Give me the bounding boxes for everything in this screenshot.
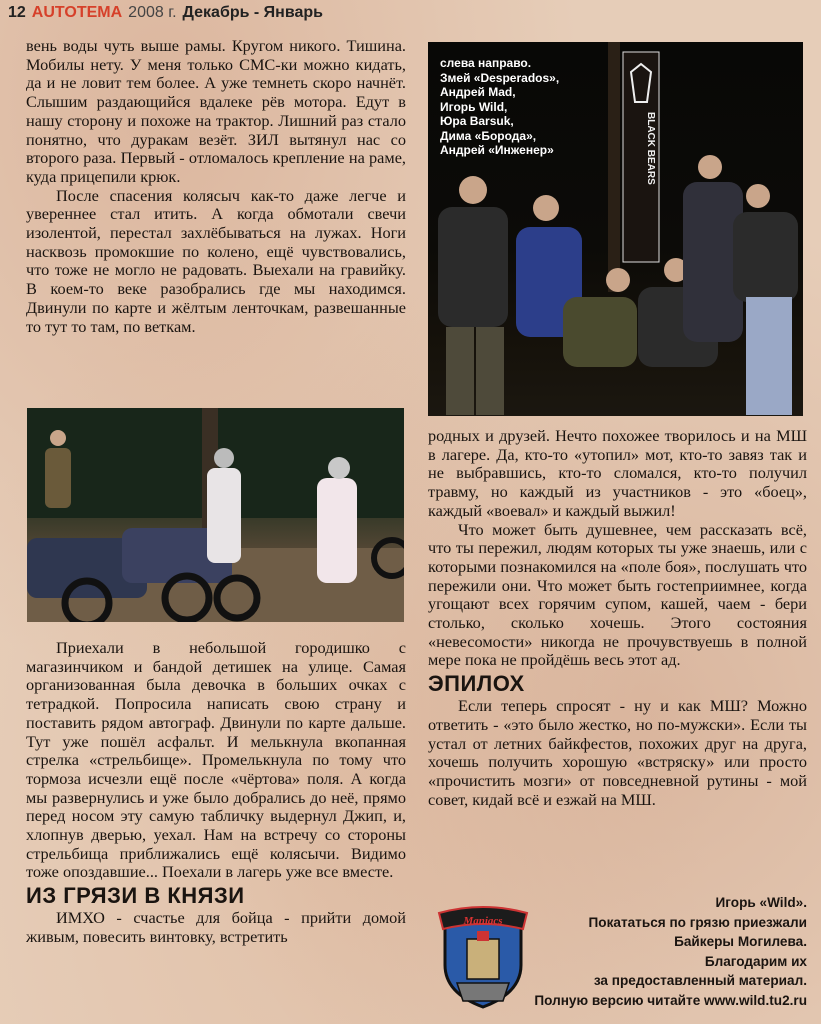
logo-text: Maniacs bbox=[463, 915, 503, 927]
page-number: 12 bbox=[8, 4, 26, 21]
sign-word: BLACK bbox=[645, 112, 656, 147]
caption-line: Юра Barsuk, bbox=[440, 114, 514, 128]
section-heading: ЭПИЛОХ bbox=[428, 671, 525, 697]
photo-caption bbox=[440, 56, 559, 158]
credit-line: за предоставленный материал. bbox=[593, 973, 807, 989]
paragraph: После спасения колясыч как-то даже легче и увереннее стал итить. А когда обмотали свечи изолентой, перестал захлёбываться на лужах. Ноги насквозь промокшие по колено, ещё чувствовались, что тоже не могло не радовать. Выехали на гравийку. В коем-то веке разобрались где мы находимся. Двинули по карте и жёлтым ленточкам, развешанные то тут то там, по веткам. bbox=[26, 185, 406, 336]
caption-line: Андрей «Инженер» bbox=[440, 143, 554, 157]
motorcycles-photo bbox=[27, 408, 404, 622]
caption-line: Андрей Mad, bbox=[440, 85, 516, 99]
sign-text bbox=[632, 112, 656, 185]
issue-year: 2008 г. bbox=[128, 4, 177, 21]
section-heading: ИЗ ГРЯЗИ В КНЯЗИ bbox=[26, 883, 245, 909]
paragraph: вень воды чуть выше рамы. Кругом никого. Тишина. Мобилы нету. У меня только СМС-ки можно кидать, да и не ловит тем более. А уже темнеть скоро начнёт. Слышим раздающийся вдалеке рёв мотора. Едут в нашу сторону и похоже на трактор. Лишний раз стало понятно, что дуракам везёт. ЗИЛ вытянул нас со второго раза. Первый - отломалось крепление на раме, куда прицепили крюк. bbox=[26, 36, 406, 186]
paragraph: ИМХО - счастье для бойца - прийти домой живым, повесить винтовку, встретить bbox=[26, 908, 406, 946]
caption-line: Дима «Борода», bbox=[440, 128, 537, 143]
paragraph: Что может быть душевнее, чем рассказать всё, что ты пережил, людям которых ты уже знаешь, или с которыми познакомился на «поле боя», послушать что пережили они. Что может быть гостеприимнее, когда угощают всех горячим супом, кашей, чаем - бери столько, сколько хочешь. Этого состояния «невесомости» никогда не прочувствуешь в полной мере пока не пройдёшь весь этот ад. bbox=[428, 519, 807, 670]
right-column bbox=[428, 427, 807, 809]
credit-line: Байкеры Могилева. bbox=[674, 934, 807, 950]
credit-line: Игорь «Wild». bbox=[715, 895, 807, 910]
paragraph: Приехали в небольшой городишко с магазинчиком и бандой детишек на улице. Самая организованная была девочка в больших очках с тетрадкой. Попросила написать свою страну и поставить рядом автограф. Двинули по карте дальше. Тут уже пошёл асфальт. И мелькнула вкопанная стрелка «стрельбище». Промелькнула по тому что тормоза исчезли ещё после «чёртова» поля. А когда мы развернулись и уже было добрались до неё, прямо перед носом эту самую табличку выдернул Джип, и, хлопнув дверью, уехал. Нам на встречу со стороны стрельбища приближались ещё колясычи. Видимо тоже опоздавшие... Поехали в лагерь уже все вместе. bbox=[26, 638, 406, 882]
paragraph: родных и друзей. Нечто похожее творилось и на МШ в лагере. Да, кто-то «утопил» мот, кто-то завяз так и не выбравшись, кто-то сломался, кто-то получил травму, но каждый из участников - это «боец», каждый «воевал» и каждый выжил! bbox=[428, 426, 807, 520]
caption-line: слева направо. bbox=[440, 56, 532, 70]
caption-line: Змей «Desperados», bbox=[440, 70, 560, 85]
issue-months: Декабрь - Январь bbox=[182, 4, 323, 21]
left-column-bottom bbox=[26, 639, 406, 947]
paragraph: Если теперь спросят - ну и как МШ? Можно ответить - «это было жестко, но по-мужски». Если ты устал от летних байкфестов, похожих друг на друга, хочешь получить хорошую «встряску» или просто «прочистить мозги» от повседневной рутины - мой совет, кидай всё и езжай на МШ. bbox=[428, 696, 807, 809]
sign-word: BEARS bbox=[645, 149, 656, 185]
caption-line: Игорь Wild, bbox=[440, 99, 508, 114]
credit-line: Благодарим их bbox=[704, 953, 807, 969]
page-header bbox=[8, 4, 323, 28]
left-column-top bbox=[26, 37, 406, 336]
group-photo bbox=[428, 42, 803, 416]
motorcycles-photo-drawing bbox=[27, 408, 404, 622]
credit-line: Покататься по грязю приезжали bbox=[588, 914, 807, 930]
credit-line: Полную версию читайте www.wild.tu2.ru bbox=[534, 992, 807, 1008]
credits bbox=[507, 893, 807, 1011]
magazine-brand: AUTOTEMA bbox=[31, 4, 123, 21]
